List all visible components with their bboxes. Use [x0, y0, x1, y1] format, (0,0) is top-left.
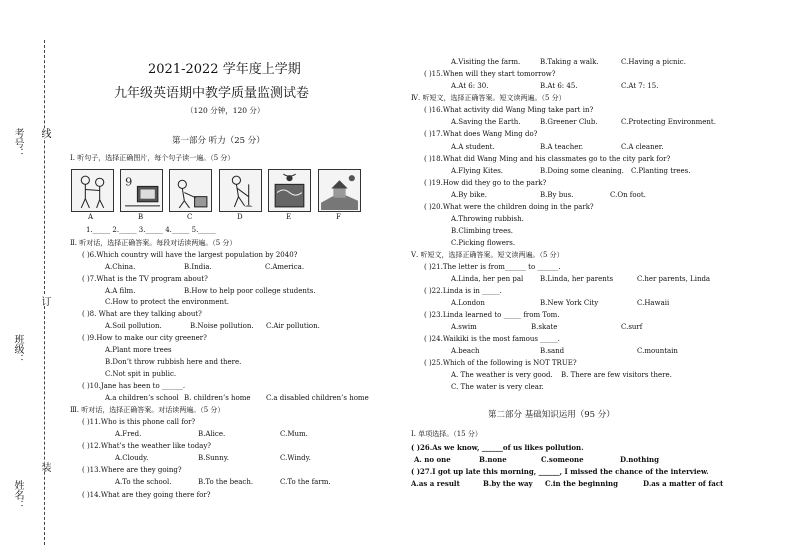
q11-option-b: B.Alice.	[198, 430, 226, 438]
question-10: ( )10.Jane has been to ______.	[82, 382, 186, 390]
q27-option-d: D.as a matter of fact	[643, 479, 724, 488]
picture-f	[318, 169, 361, 212]
q20-option-c: C.Picking flowers.	[451, 239, 516, 247]
question-18: ( )18.What did Wang Ming and his classmates go to the city park for?	[424, 155, 671, 163]
question-7: ( )7.What is the TV program about?	[82, 275, 208, 283]
q15-option-a: A.At 6: 30.	[451, 82, 489, 90]
q13-option-a: A.To the school.	[115, 478, 172, 486]
q22-option-b: B.New York City	[540, 299, 599, 307]
q12-option-a: A.Cloudy.	[115, 454, 149, 462]
q21-option-c: C.her parents, Linda	[637, 275, 711, 283]
q19-option-a: A.By bike.	[451, 191, 487, 199]
q17-option-b: B.A teacher.	[540, 143, 584, 151]
q13-option-c: C.To the farm.	[280, 478, 331, 486]
question-25: ( )25.Which of the following is NOT TRUE?	[424, 359, 577, 367]
picture-label-b: B	[138, 213, 144, 221]
q26-option-c: C.someone	[541, 455, 584, 464]
q9-option-c: C.Not spit in public.	[105, 370, 177, 378]
section1-instruction: Ⅰ. 听句子，选择正确图片，每个句子读一遍。（5 分）	[70, 154, 235, 162]
q24-option-c: C.mountain	[637, 347, 678, 355]
binding-staple-mark: 订	[39, 296, 50, 306]
question-14: ( )14.What are they going there for?	[82, 491, 211, 499]
q14-option-a: A.Visiting the farm.	[451, 58, 521, 66]
exam-main-title: 九年级英语期中教学质量监测试卷	[114, 86, 310, 101]
question-20: ( )20.What were the children doing in the park?	[424, 203, 594, 211]
q23-option-b: B.skate	[531, 323, 558, 331]
q16-option-c: C.Protecting Environment.	[621, 118, 716, 126]
picture-label-e: E	[286, 213, 292, 221]
q10-option-b: B. children’s home	[184, 394, 251, 402]
question-23: ( )23.Linda learned to _____ from Tom.	[424, 311, 560, 319]
q11-option-c: C.Mum.	[280, 430, 308, 438]
q22-option-c: C.Hawaii	[637, 299, 670, 307]
picture-b	[120, 169, 163, 212]
q21-option-a: A.Linda, her pen pal	[451, 275, 524, 283]
q26-option-d: D.nothing	[620, 455, 659, 464]
question-8: ( )8. What are they talking about?	[82, 310, 202, 318]
q21-option-b: B.Linda, her parents	[540, 275, 614, 283]
section4-instruction: Ⅳ. 听短文，选择正确答案。短文读两遍。（5 分）	[411, 94, 566, 102]
q12-option-c: C.Windy.	[280, 454, 311, 462]
question-6: ( )6.Which country will have the largest population by 2040?	[82, 251, 298, 259]
q8-option-b: B.Noise pollution.	[190, 322, 254, 330]
q10-option-a: A.a children’s school	[105, 394, 179, 402]
question-26: ( )26.As we know, ______of us likes pollution.	[411, 443, 584, 452]
question-22: ( )22.Linda is in _____.	[424, 287, 502, 295]
q27-option-c: C.in the beginning	[545, 479, 619, 488]
q13-option-b: B.To the beach.	[198, 478, 254, 486]
q18-option-a: A.Flying Kites.	[451, 167, 504, 175]
q19-option-b: B.By bus.	[540, 191, 574, 199]
question-13: ( )13.Where are they going?	[82, 466, 182, 474]
q17-option-a: A.A student.	[451, 143, 495, 151]
picture-d	[219, 169, 262, 212]
q27-option-a: A.as a result	[411, 479, 460, 488]
question-27: ( )27.I got up late this morning, ______, I missed the chance of the interview.	[411, 467, 709, 476]
q11-option-a: A.Fred.	[115, 430, 142, 438]
q23-option-a: A.swim	[451, 323, 477, 331]
part2-title: 第二部分 基础知识运用（95 分）	[488, 410, 615, 420]
class-label: 班级：	[12, 334, 23, 364]
binding-line-mark: 线	[39, 128, 50, 138]
name-label: 姓名：	[12, 480, 23, 510]
q24-option-b: B.sand	[540, 347, 565, 355]
q15-option-c: C.At 7: 15.	[621, 82, 659, 90]
svg-text:9: 9	[125, 175, 133, 189]
picture-label-a: A	[88, 213, 94, 221]
exam-time-score: （120 分钟，120 分）	[186, 106, 265, 115]
q7-option-b: B.How to help poor college students.	[184, 287, 316, 295]
q16-option-a: A.Saving the Earth.	[451, 118, 521, 126]
q23-option-c: C.surf	[621, 323, 643, 331]
q26-option-a: A. no one	[414, 455, 451, 464]
q7-option-a: A.A film.	[105, 287, 136, 295]
q17-option-c: C.A cleaner.	[621, 143, 664, 151]
question-9: ( )9.How to make our city greener?	[82, 334, 207, 342]
q9-option-a: A.Plant more trees	[105, 346, 172, 354]
section2-instruction: Ⅱ. 听对话，选择正确答案。每段对话读两遍。（5 分）	[70, 239, 237, 247]
q24-option-a: A.beach	[451, 347, 480, 355]
section5-instruction: Ⅴ. 听短文，选择正确答案。短文读两遍。（5 分）	[411, 251, 564, 259]
q20-option-b: B.Climbing trees.	[451, 227, 514, 235]
question-16: ( )16.What activity did Wang Ming take part in?	[424, 106, 594, 114]
q9-option-b: B.Don’t throw rubbish here and there.	[105, 358, 242, 366]
part1-title: 第一部分 听力（25 分）	[172, 136, 265, 146]
binding-bind-mark: 装	[39, 462, 50, 472]
q8-option-a: A.Soil pollution.	[105, 322, 162, 330]
q18-option-b: B.Doing some cleaning.	[540, 167, 624, 175]
exam-year-title: 2021-2022 学年度上学期	[148, 62, 301, 77]
picture-e	[268, 169, 311, 212]
section1-answer-blanks: 1._____ 2._____ 3._____ 4._____ 5._____	[86, 226, 216, 234]
binding-margin	[0, 0, 60, 560]
q12-option-b: B.Sunny.	[198, 454, 229, 462]
q16-option-b: B.Greener Club.	[540, 118, 598, 126]
q25-option-a: A. The weather is very good.	[451, 371, 553, 379]
question-17: ( )17.What does Wang Ming do?	[424, 130, 538, 138]
question-21: ( )21.The letter is from______ to ______.	[424, 263, 561, 271]
question-24: ( )24.Waikiki is the most famous _____.	[424, 335, 560, 343]
q18-option-c: C.Planting trees.	[631, 167, 691, 175]
question-15: ( )15.When will they start tomorrow?	[424, 70, 556, 78]
q27-option-b: B.by the way	[483, 479, 533, 488]
picture-label-c: C	[187, 213, 193, 221]
picture-label-f: F	[336, 213, 341, 221]
picture-label-d: D	[237, 213, 243, 221]
picture-c	[169, 169, 212, 212]
q25-option-c: C. The water is very clear.	[451, 383, 544, 391]
q15-option-b: B.At 6: 45.	[540, 82, 578, 90]
exam-number-label: 考号：	[12, 128, 23, 158]
q6-option-b: B.India.	[184, 263, 212, 271]
q7-option-c: C.How to protect the environment.	[105, 298, 230, 306]
picture-a	[71, 169, 114, 212]
q14-option-c: C.Having a picnic.	[621, 58, 686, 66]
question-12: ( )12.What’s the weather like today?	[82, 442, 212, 450]
section6-instruction: Ⅰ. 单项选择。（15 分）	[411, 430, 482, 438]
question-19: ( )19.How did they go to the park?	[424, 179, 547, 187]
q10-option-c: C.a disabled children’s home	[266, 394, 369, 402]
q6-option-a: A.China.	[105, 263, 136, 271]
q8-option-c: C.Air pollution.	[266, 322, 320, 330]
q14-option-b: B.Taking a walk.	[540, 58, 599, 66]
q6-option-c: C.America.	[265, 263, 305, 271]
q19-option-c: C.On foot.	[610, 191, 646, 199]
section3-instruction: Ⅲ. 听对话，选择正确答案。对话读两遍。（5 分）	[70, 406, 225, 414]
q22-option-a: A.London	[451, 299, 485, 307]
q25-option-b: B. There are few visitors there.	[561, 371, 672, 379]
q20-option-a: A.Throwing rubbish.	[451, 215, 524, 223]
question-11: ( )11.Who is this phone call for?	[82, 418, 196, 426]
q26-option-b: B.none	[479, 455, 507, 464]
